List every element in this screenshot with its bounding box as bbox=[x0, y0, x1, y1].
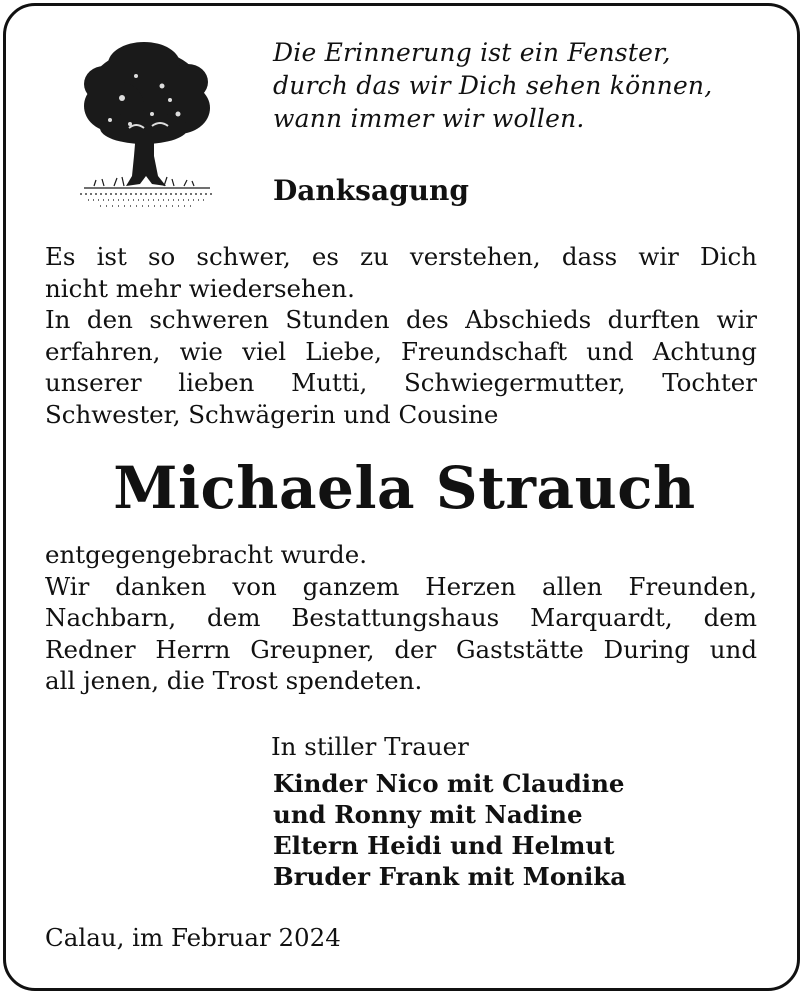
quote-line: Die Erinnerung ist ein Fenster, bbox=[273, 38, 671, 67]
quote-line: wann immer wir wollen. bbox=[273, 104, 585, 133]
mourner-line: und Ronny mit Nadine bbox=[273, 800, 583, 829]
text-line: Redner Herrn Greupner, der Gaststätte During und bbox=[45, 634, 757, 664]
mourners-list bbox=[273, 768, 626, 892]
quote-line: durch das wir Dich sehen können, bbox=[273, 71, 713, 100]
deceased-name: Michaela Strauch bbox=[113, 454, 696, 522]
text-line: Es ist so schwer, es zu verstehen, dass wir Dich bbox=[45, 242, 757, 271]
mourner-line: Bruder Frank mit Monika bbox=[273, 862, 627, 891]
text-line: erfahren, wie viel Liebe, Freundschaft und Achtung bbox=[45, 336, 757, 366]
text-line: In den schweren Stunden des Abschieds durften wir bbox=[45, 305, 757, 334]
text-line: unserer lieben Mutti, Schwiegermutter, Tochter bbox=[45, 368, 757, 397]
mourner-line: Eltern Heidi und Helmut bbox=[273, 831, 615, 860]
mourner-line: Kinder Nico mit Claudine bbox=[273, 769, 625, 798]
tree-icon bbox=[74, 36, 218, 220]
thanks-paragraph-1 bbox=[45, 241, 757, 430]
memorial-quote bbox=[273, 36, 773, 135]
mourning-label: In stiller Trauer bbox=[271, 732, 469, 761]
text-line: Wir danken von ganzem Herzen allen Freunden, bbox=[45, 571, 757, 601]
text-line: Schwester, Schwägerin und Cousine bbox=[45, 399, 499, 429]
place-date: Calau, im Februar 2024 bbox=[45, 923, 341, 952]
text-line: nicht mehr wiedersehen. bbox=[45, 273, 355, 303]
text-line: all jenen, die Trost spendeten. bbox=[45, 666, 423, 695]
notice-heading: Danksagung bbox=[273, 174, 469, 207]
text-line: entgegengebracht wurde. bbox=[45, 540, 368, 569]
text-line: Nachbarn, dem Bestattungshaus Marquardt, dem bbox=[45, 603, 757, 632]
thanks-paragraph-2 bbox=[45, 539, 757, 697]
